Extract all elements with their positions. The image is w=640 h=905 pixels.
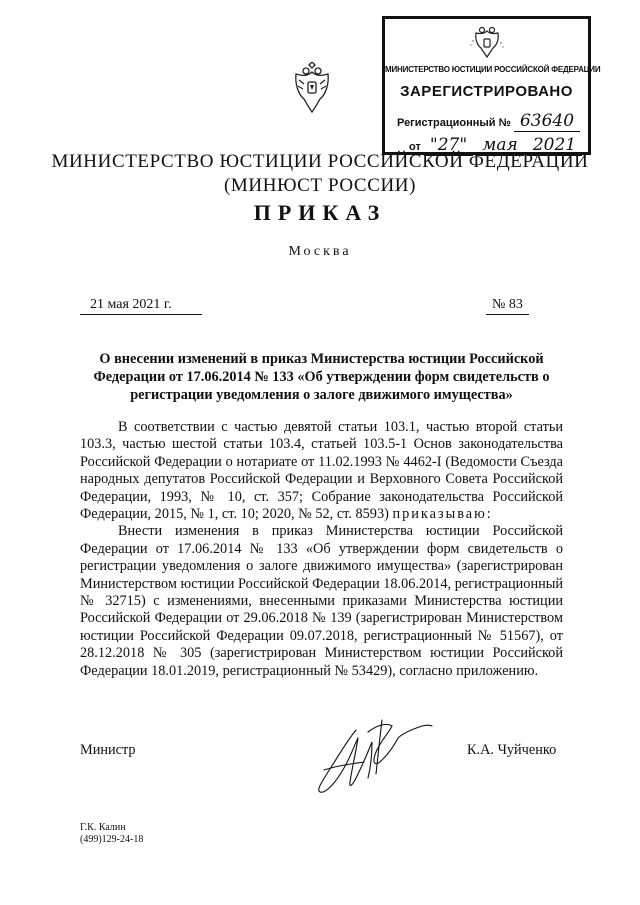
stamp-date-year: 2021 [527, 135, 582, 156]
registration-stamp [382, 16, 601, 155]
ministry-short-name: (МИНЮСТ РОССИИ) [223, 175, 417, 196]
stamp-ministry-name: МИНИСТЕРСТВО ЮСТИЦИИ РОССИЙСКОЙ ФЕДЕРАЦИИ [385, 65, 601, 74]
city: Москва [288, 244, 352, 259]
signatory-position: Министр [80, 742, 136, 758]
stamp-registration-number [397, 111, 580, 131]
document-title: О внесении изменений в приказ Министерства юстиции Российской Федерации от 17.06.2014 № 133 «Об утверждении форм свидетельств о регистрации уведомления о залоге движимого имущества» [93, 351, 550, 403]
stamp-reg-label: Регистрационный № [397, 117, 511, 129]
paragraph-basis-text: В соответствии с частью девятой статьи 103.1, частью второй статьи 103.3, частью шестой статьи 103.4, статьей 103.5-1 Основ законодательства Российской Федерации о нотариате от 11.02.1993 № 4462-I (Ведомости Съезда народных депутатов Российской Федерации и Верховного Совета Российской Федерации, 1993, № 10, ст. 357; Собрание законодательства Российской Федерации, 2015, № 1, ст. 10; 2020, № 52, ст. 8593) [80, 419, 563, 523]
order-date: 21 мая 2021 г. [80, 296, 202, 315]
eagle-emblem-icon [290, 62, 334, 116]
signatory-name: К.А. Чуйченко [467, 742, 557, 758]
order-number: № 83 [486, 296, 529, 315]
stamp-reg-number: 63640 [514, 111, 580, 132]
handwritten-signature [306, 712, 436, 804]
ministry-name: МИНИСТЕРСТВО ЮСТИЦИИ РОССИЙСКОЙ ФЕДЕРАЦИИ [51, 151, 589, 172]
document-body [80, 419, 563, 680]
stamp-date-prefix: от [409, 141, 421, 153]
stamp-eagle-icon [467, 23, 507, 63]
document-type: ПРИКАЗ [253, 200, 387, 225]
stamp-date-month: мая [476, 135, 524, 156]
paragraph-amendment: Внести изменения в приказ Министерства юстиции Российской Федерации от 17.06.2014 № 133 «Об утверждении форм свидетельств о регистрации уведомления о залоге движимого имущества» (зарегистрирован Министерством юстиции Российской Федерации 18.06.2014, регистрационный № 32715) с изменениями, внесенными приказами Министерства юстиции Российской Федерации от 29.06.2018 № 139 (зарегистрирован Министерством юстиции Российской Федерации 09.07.2018, регистрационный № 51567), от 28.12.2018 № 305 (зарегистрирован Министерством юстиции Российской Федерации 18.01.2019, регистрационный № 53429), согласно приложению. [80, 523, 563, 679]
paragraph-basis [80, 419, 563, 523]
stamp-registered-label: ЗАРЕГИСТРИРОВАНО [400, 83, 573, 100]
stamp-date-day: "27" [424, 135, 473, 156]
executor-name: Г.К. Калин [80, 822, 126, 833]
executor-phone: (499)129-24-18 [80, 834, 144, 845]
order-phrase: приказываю: [392, 506, 493, 523]
